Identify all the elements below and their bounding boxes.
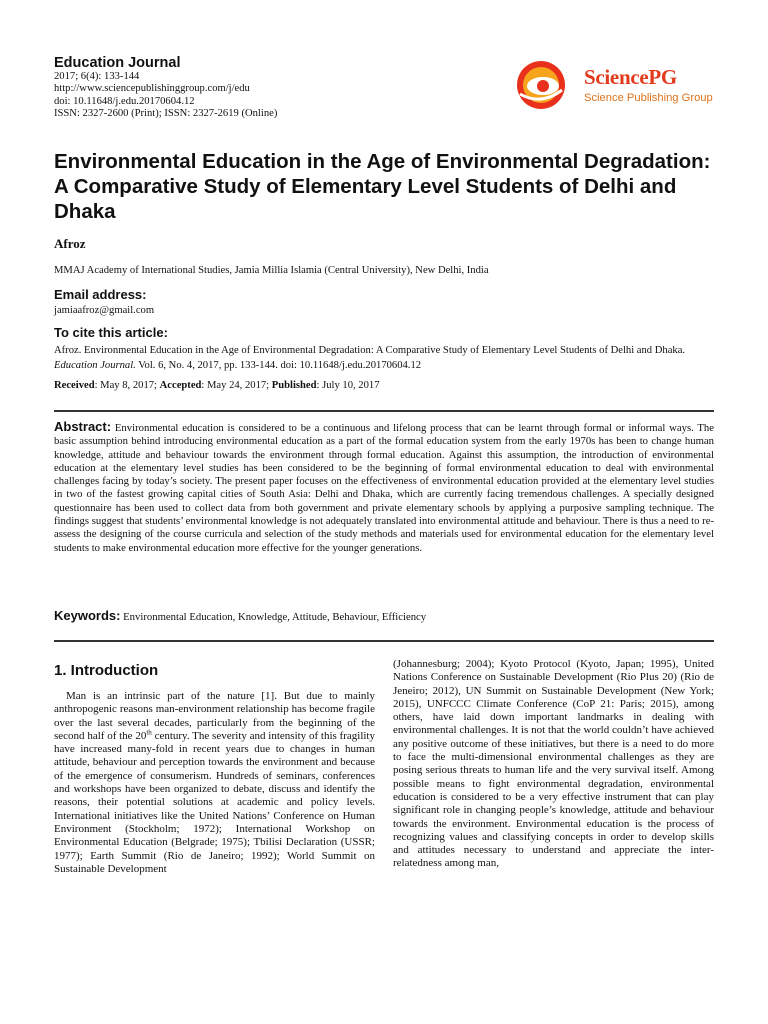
published-label: Published [271,380,317,391]
article-title: Environmental Education in the Age of Environmental Degradation: A Comparative Study of Elementary Level Students of Delhi and Dhaka [54,150,711,223]
abstract-label: Abstract: [54,419,112,434]
journal-url: http://www.sciencepublishinggroup.com/j/edu [54,83,250,95]
keywords [54,608,714,623]
email-address: jamiaafroz@gmail.com [54,305,155,316]
keywords-label: Keywords: [54,608,121,623]
abstract [54,420,714,555]
published-date: : July 10, 2017 [316,380,380,391]
logo-subtitle: Science Publishing Group [584,92,713,104]
sciencepg-logo-icon [516,60,566,110]
intro-left-text-a: Man is an intrinsic part of the nature [1]. But due to mainly anthropogenic reasons man-environment relationship has become fragile over the last several decades, particularly from the beginning of the second half of the 20 [54,690,375,742]
journal-header [54,55,474,121]
intro-left-superscript: th [146,728,152,737]
citation-journal: Education Journal. [54,360,136,371]
citation [54,343,715,373]
intro-column-left [54,690,375,876]
author-name: Afroz [54,236,86,251]
author-affiliation: MMAJ Academy of International Studies, Jamia Millia Islamia (Central University), New Delhi, India [54,265,489,276]
logo-name: SciencePG [584,65,677,89]
publisher-logo [516,60,716,110]
cite-heading: To cite this article: [54,325,168,340]
journal-issue: 2017; 6(4): 133-144 [54,71,140,82]
email-heading: Email address: [54,287,147,302]
received-label: Received [54,380,95,391]
received-date: : May 8, 2017; [94,380,160,391]
intro-left-text-b: century. The severity and intensity of this fragility have increased many-fold in recent years due to changes in human attitude, behaviour and perception towards the environment and because of the emergence of consumerism. Hundreds of seminars, conferences and workshops have been organized to debate, discuss and identify the reasons, their potential solutions at academic and policy levels. International initiatives like the United Nations’ Conference on Human Environment (Stockholm; 1972); International Workshop on Environmental Education (Belgrade; 1975); Tbilisi Declaration (USSR; 1977); Earth Summit (Rio de Janeiro; 1992); World Summit on Sustainable Development [54,729,375,875]
abstract-text: Environmental education is considered to be a continuous and lifelong process that can be learnt through formal or informal ways. The basic assumption behind introducing environmental education as a part of the formal education system from the early 1970s has been to change human knowledge, attitude and behaviour towards the environment through formal education. Against this assumption, the introduction of environmental education at the elementary level studies has been considered to be the beginning of formal environmental education to deal with environmental challenges facing by today’s society. The present paper focuses on the effectiveness of environmental education provided at the elementary level studies in two of the fastest growing capital cities of South Asia: Delhi and Dhaka, which are currently facing tremendous challenges. A specially designed questionnaire has been used to collect data from both government and private elementary schools by applying a purposive sampling technique. The findings suggest that students’ environmental knowledge is not adequately translated into environmental attitude and behaviour. There is thus a need to re-assess the designing of the course curricula and selection of the study methods and materials used for environmental education for the elementary level students to make environmental education more effective for the younger generations. [54,422,715,554]
publication-dates [54,380,380,391]
journal-issn: ISSN: 2327-2600 (Print); ISSN: 2327-2619 (Online) [54,108,278,120]
journal-doi: doi: 10.11648/j.edu.20170604.12 [54,95,195,107]
citation-part2: Vol. 6, No. 4, 2017, pp. 133-144. doi: 10.11648/j.edu.20170604.12 [135,360,422,371]
keywords-text: Environmental Education, Knowledge, Attitude, Behaviour, Efficiency [123,611,427,623]
section-heading-introduction: 1. Introduction [54,662,159,679]
divider-bottom [54,640,714,642]
accepted-date: : May 24, 2017; [201,380,272,391]
journal-name: Education Journal [54,55,181,71]
divider-top [54,410,714,412]
intro-column-right: (Johannesburg; 2004); Kyoto Protocol (Kyoto, Japan; 1995), United Nations Conference on Sustainable Development (Rio Plus 20) (Rio de Jeneiro; 2012), UN Summit on Sustainable Development (New York; 2015), UNFCCC Climate Conference (CoP 21: Paris; 2015), among others, have laid down important landmarks in dealing with environmental challenges. It is not that the world couldn’t have achieved any positive outcome of these initiatives, but there is a need to do more to face the multi-dimensional environmental challenges as they are posing serious threats to human life and the very survival itself. Among possible means to fight environmental degradation, environmental education is considered to be a very effective instrument that can play significant role in changing people’s knowledge, attitude and behaviour towards the environment. Environmental education is the process of recognizing values and classifying concepts in order to develop skills and attitudes necessary to understand and appreciate the inter-relatedness among man, [393,658,714,870]
accepted-label: Accepted [159,380,202,391]
citation-part1: Afroz. Environmental Education in the Age of Environmental Degradation: A Comparative Study of Elementary Level Students of Delhi and Dhaka. [54,345,686,356]
